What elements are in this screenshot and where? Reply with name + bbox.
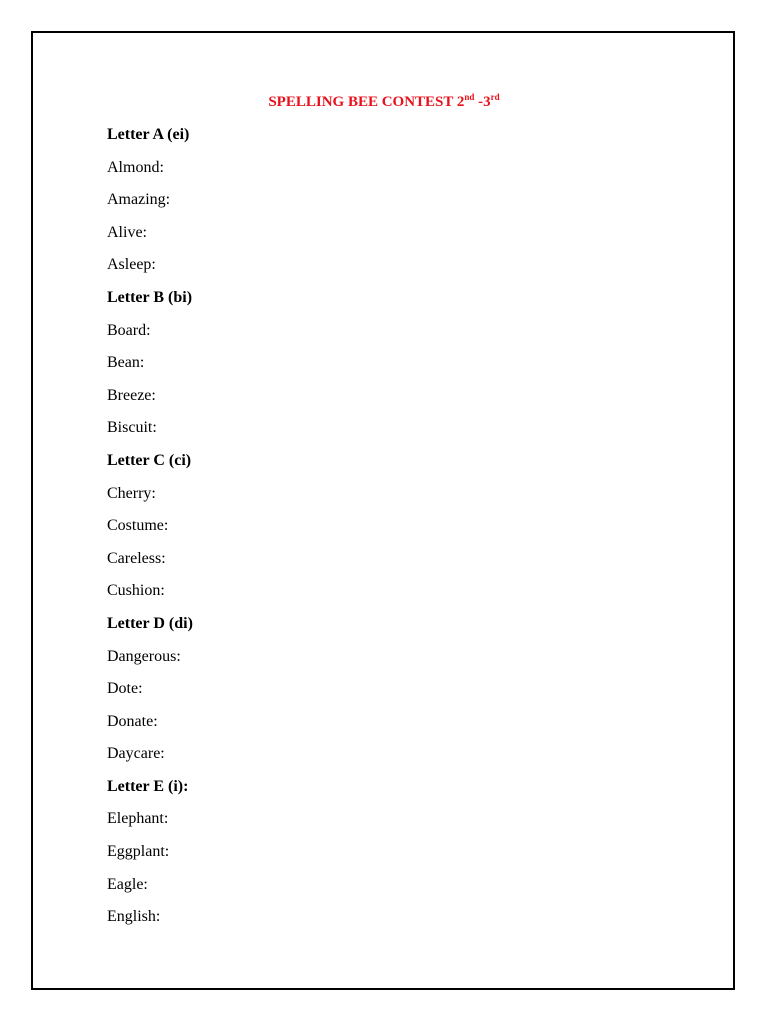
word-item: Amazing: xyxy=(107,191,171,209)
word-item: Dote: xyxy=(107,680,143,698)
word-item: Donate: xyxy=(107,712,158,730)
letter-heading: Letter C (ci) xyxy=(107,451,192,469)
word-item: Dangerous: xyxy=(107,647,181,665)
letter-heading: Letter E (i): xyxy=(107,777,189,795)
word-item: Board: xyxy=(107,321,151,339)
word-item: Breeze: xyxy=(107,386,156,404)
word-item: Eagle: xyxy=(107,875,148,893)
spelling-word-list xyxy=(107,123,193,938)
word-item: Bean: xyxy=(107,354,145,372)
word-item: Elephant: xyxy=(107,810,169,828)
word-item: Asleep: xyxy=(107,256,156,274)
title-sup-nd: nd xyxy=(464,92,475,102)
word-item: Almond: xyxy=(107,158,164,176)
title-separator: -3 xyxy=(474,94,491,110)
letter-heading: Letter B (bi) xyxy=(107,288,193,306)
word-item: Costume: xyxy=(107,517,169,535)
word-item: Alive: xyxy=(107,223,147,241)
title-sup-rd: rd xyxy=(490,92,500,102)
word-item: Cushion: xyxy=(107,582,165,600)
word-item: Careless: xyxy=(107,549,166,567)
word-item: Daycare: xyxy=(107,745,165,763)
title-main: SPELLING BEE CONTEST 2 xyxy=(268,94,465,110)
letter-heading: Letter D (di) xyxy=(107,614,193,632)
document-title xyxy=(0,93,768,111)
letter-heading: Letter A (ei) xyxy=(107,126,190,143)
word-item: Biscuit: xyxy=(107,419,157,437)
word-item: Cherry: xyxy=(107,484,156,502)
word-item: English: xyxy=(107,908,161,926)
word-item: Eggplant: xyxy=(107,843,170,861)
